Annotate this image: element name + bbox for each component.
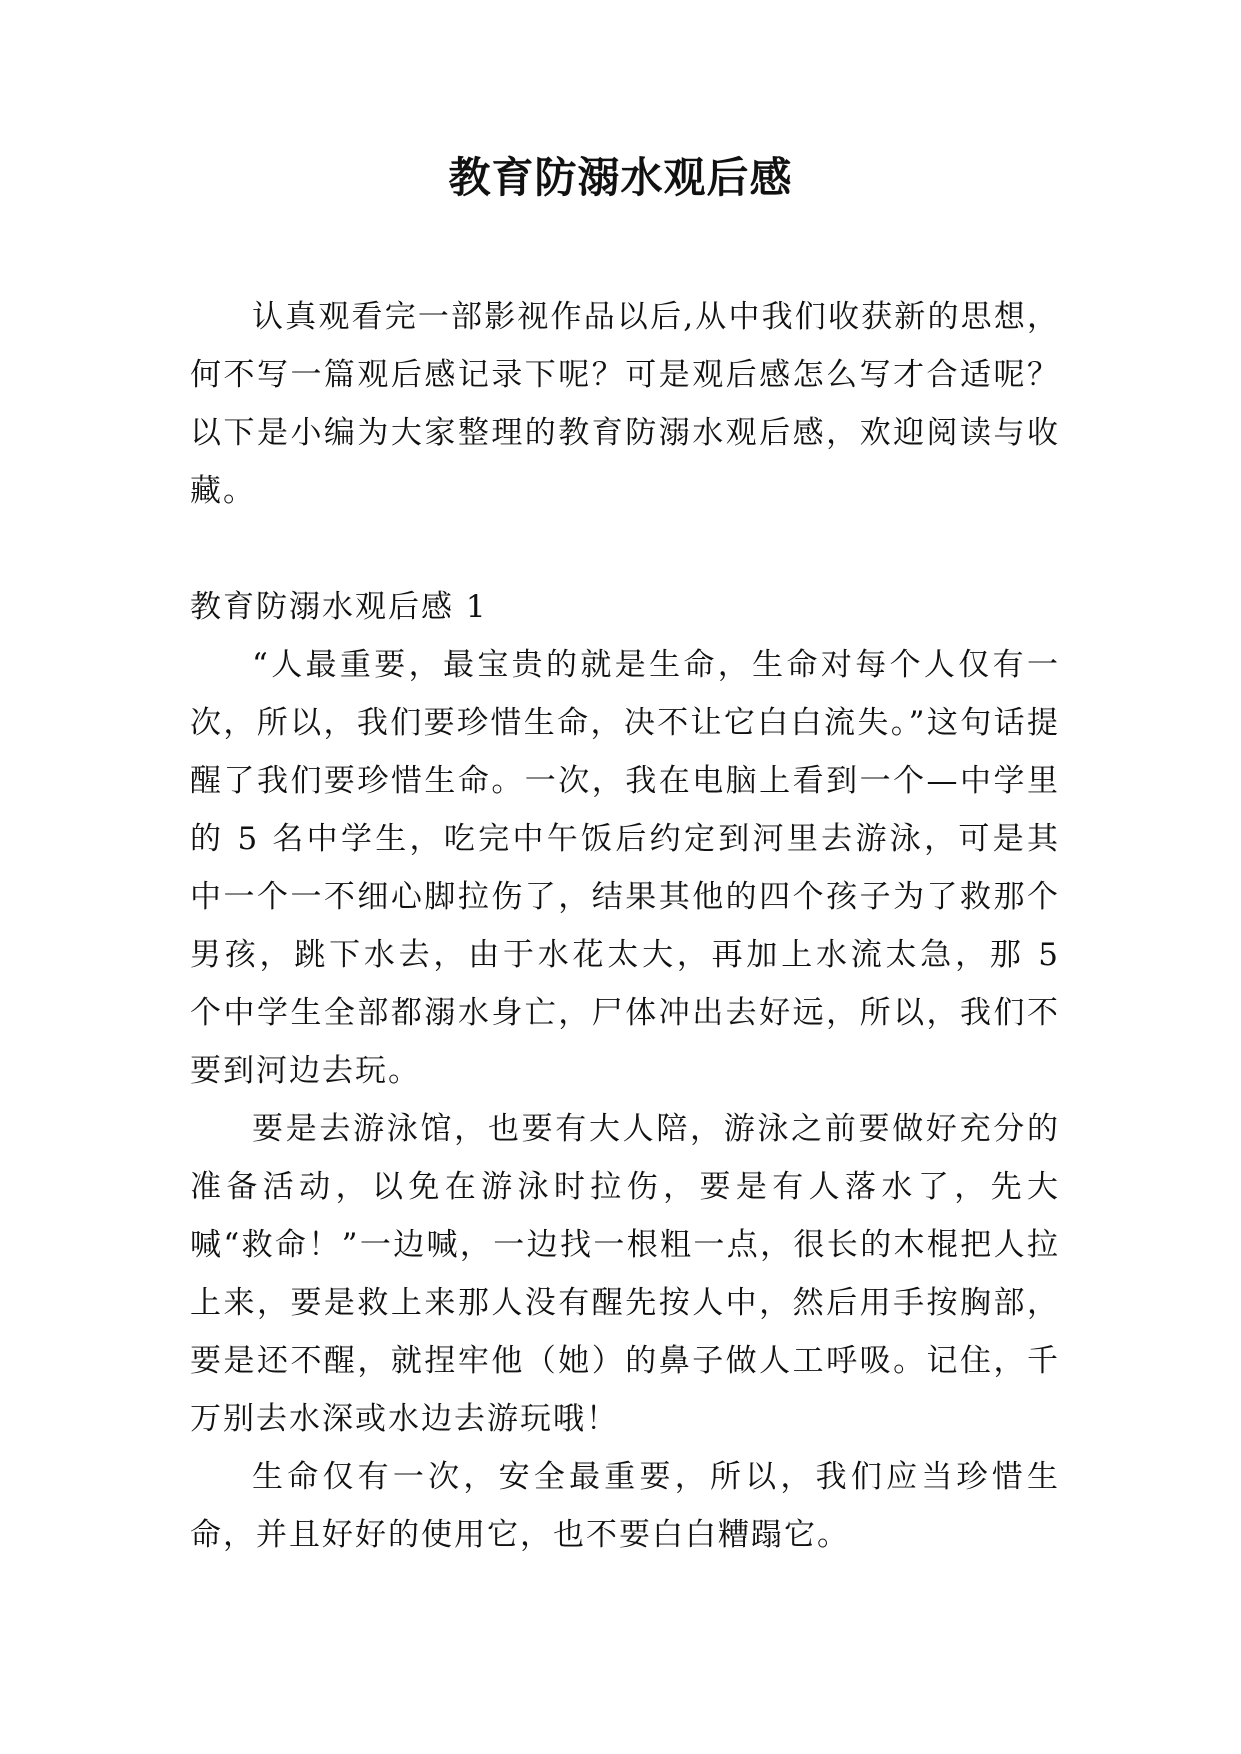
essay-paragraph-2: 要是去游泳馆，也要有大人陪，游泳之前要做好充分的准备活动，以免在游泳时拉伤，要是有人落水了，先大喊“救命！”一边喊，一边找一根粗一点，很长的木棍把人拉上来，要是救上来那人没有醒先按人中，然后用手按胸部，要是还不醒，就捏牢他（她）的鼻子做人工呼吸。记住，千万别去水深或水边去游玩哦！: [190, 1111, 1060, 1437]
document-title: 教育防溺水观后感: [448, 153, 793, 202]
essay-paragraph-1: “人最重要，最宝贵的就是生命，生命对每个人仅有一次，所以，我们要珍惜生命，决不让它白白流失。”这句话提醒了我们要珍惜生命。一次，我在电脑上看到一个—中学里的 5 名中学生，吃完中午饭后约定到河里去游泳，可是其中一个一不细心脚拉伤了，结果其他的四个孩子为了救那个男孩，跳下水去，由于水花太大，再加上水流太急，那 5 个中学生全部都溺水身亡，尸体冲出去好远，所以，我们不要到河边去玩。: [190, 647, 1060, 1089]
essay-section: [190, 578, 1060, 1564]
section-heading: 教育防溺水观后感 1: [190, 589, 488, 625]
essay-paragraph-3: 生命仅有一次，安全最重要，所以，我们应当珍惜生命，并且好好的使用它，也不要白白糟蹋它。: [190, 1459, 1060, 1553]
intro-section: [190, 288, 1060, 520]
intro-paragraph: 认真观看完一部影视作品以后,从中我们收获新的思想，何不写一篇观后感记录下呢？可是观后感怎么写才合适呢？以下是小编为大家整理的教育防溺水观后感，欢迎阅读与收藏。: [190, 299, 1060, 509]
